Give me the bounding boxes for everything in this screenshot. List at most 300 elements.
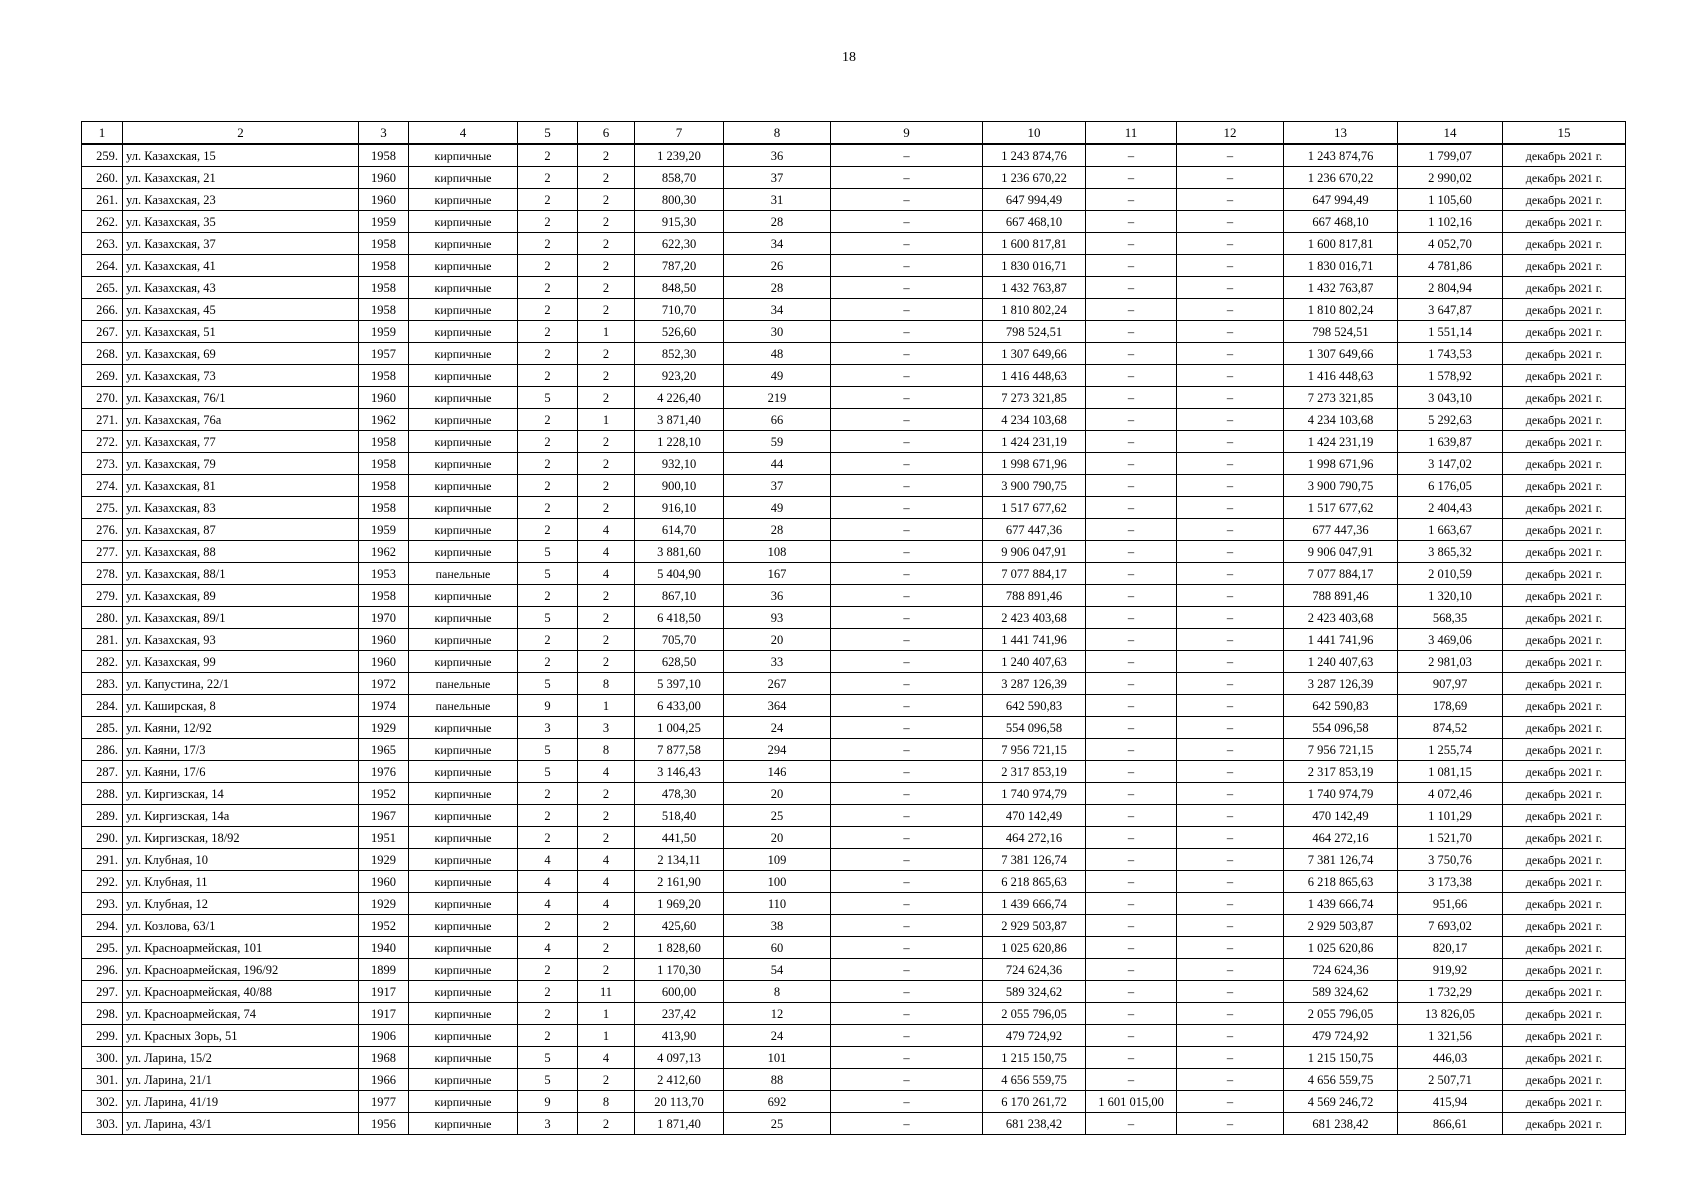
deadline-cell: декабрь 2021 г. bbox=[1503, 541, 1626, 563]
column-12-cell: – bbox=[1177, 475, 1284, 497]
column-10-cell: 2 929 503,87 bbox=[983, 915, 1086, 937]
wall-material-cell: кирпичные bbox=[409, 541, 518, 563]
column-header: 7 bbox=[635, 122, 724, 145]
deadline-cell: декабрь 2021 г. bbox=[1503, 321, 1626, 343]
wall-material-cell: кирпичные bbox=[409, 607, 518, 629]
wall-material-cell: кирпичные bbox=[409, 144, 518, 167]
floors-cell: 5 bbox=[518, 1069, 578, 1091]
entrances-cell: 2 bbox=[578, 629, 635, 651]
column-9-cell: – bbox=[831, 893, 983, 915]
address-cell: ул. Клубная, 12 bbox=[123, 893, 359, 915]
column-9-cell: – bbox=[831, 1113, 983, 1135]
column-13-cell: 1 240 407,63 bbox=[1284, 651, 1398, 673]
area-cell: 425,60 bbox=[635, 915, 724, 937]
area-cell: 710,70 bbox=[635, 299, 724, 321]
column-14-cell: 2 507,71 bbox=[1398, 1069, 1503, 1091]
residents-cell: 26 bbox=[724, 255, 831, 277]
deadline-cell: декабрь 2021 г. bbox=[1503, 717, 1626, 739]
column-14-cell: 3 647,87 bbox=[1398, 299, 1503, 321]
deadline-cell: декабрь 2021 г. bbox=[1503, 563, 1626, 585]
column-10-cell: 6 170 261,72 bbox=[983, 1091, 1086, 1113]
year-cell: 1958 bbox=[359, 255, 409, 277]
wall-material-cell: кирпичные bbox=[409, 651, 518, 673]
entrances-cell: 2 bbox=[578, 805, 635, 827]
residents-cell: 219 bbox=[724, 387, 831, 409]
row-number-cell: 262. bbox=[82, 211, 123, 233]
column-14-cell: 5 292,63 bbox=[1398, 409, 1503, 431]
column-13-cell: 681 238,42 bbox=[1284, 1113, 1398, 1135]
row-number-cell: 267. bbox=[82, 321, 123, 343]
column-13-cell: 1 416 448,63 bbox=[1284, 365, 1398, 387]
residents-cell: 25 bbox=[724, 1113, 831, 1135]
area-cell: 4 097,13 bbox=[635, 1047, 724, 1069]
column-11-cell: – bbox=[1086, 1069, 1177, 1091]
table-row bbox=[82, 475, 1626, 497]
entrances-cell: 2 bbox=[578, 607, 635, 629]
row-number-cell: 295. bbox=[82, 937, 123, 959]
area-cell: 932,10 bbox=[635, 453, 724, 475]
wall-material-cell: кирпичные bbox=[409, 431, 518, 453]
entrances-cell: 2 bbox=[578, 475, 635, 497]
column-14-cell: 1 743,53 bbox=[1398, 343, 1503, 365]
column-12-cell: – bbox=[1177, 541, 1284, 563]
floors-cell: 5 bbox=[518, 1047, 578, 1069]
address-cell: ул. Казахская, 41 bbox=[123, 255, 359, 277]
column-14-cell: 568,35 bbox=[1398, 607, 1503, 629]
entrances-cell: 2 bbox=[578, 959, 635, 981]
residents-cell: 38 bbox=[724, 915, 831, 937]
column-9-cell: – bbox=[831, 321, 983, 343]
deadline-cell: декабрь 2021 г. bbox=[1503, 211, 1626, 233]
address-cell: ул. Капустина, 22/1 bbox=[123, 673, 359, 695]
column-14-cell: 1 732,29 bbox=[1398, 981, 1503, 1003]
address-cell: ул. Ларина, 41/19 bbox=[123, 1091, 359, 1113]
wall-material-cell: кирпичные bbox=[409, 717, 518, 739]
column-header: 14 bbox=[1398, 122, 1503, 145]
residents-cell: 167 bbox=[724, 563, 831, 585]
column-9-cell: – bbox=[831, 343, 983, 365]
table-row bbox=[82, 299, 1626, 321]
column-9-cell: – bbox=[831, 497, 983, 519]
year-cell: 1974 bbox=[359, 695, 409, 717]
column-14-cell: 1 663,67 bbox=[1398, 519, 1503, 541]
address-cell: ул. Каяни, 17/6 bbox=[123, 761, 359, 783]
floors-cell: 2 bbox=[518, 211, 578, 233]
column-9-cell: – bbox=[831, 409, 983, 431]
year-cell: 1952 bbox=[359, 783, 409, 805]
column-9-cell: – bbox=[831, 365, 983, 387]
year-cell: 1958 bbox=[359, 453, 409, 475]
column-9-cell: – bbox=[831, 255, 983, 277]
column-12-cell: – bbox=[1177, 827, 1284, 849]
residents-cell: 20 bbox=[724, 783, 831, 805]
deadline-cell: декабрь 2021 г. bbox=[1503, 277, 1626, 299]
column-9-cell: – bbox=[831, 233, 983, 255]
table-row bbox=[82, 563, 1626, 585]
residents-cell: 54 bbox=[724, 959, 831, 981]
residents-cell: 8 bbox=[724, 981, 831, 1003]
column-9-cell: – bbox=[831, 519, 983, 541]
column-header: 9 bbox=[831, 122, 983, 145]
column-13-cell: 1 830 016,71 bbox=[1284, 255, 1398, 277]
column-14-cell: 3 147,02 bbox=[1398, 453, 1503, 475]
column-10-cell: 9 906 047,91 bbox=[983, 541, 1086, 563]
column-12-cell: – bbox=[1177, 453, 1284, 475]
wall-material-cell: кирпичные bbox=[409, 475, 518, 497]
deadline-cell: декабрь 2021 г. bbox=[1503, 453, 1626, 475]
column-13-cell: 554 096,58 bbox=[1284, 717, 1398, 739]
column-10-cell: 589 324,62 bbox=[983, 981, 1086, 1003]
column-10-cell: 1 600 817,81 bbox=[983, 233, 1086, 255]
column-11-cell: – bbox=[1086, 144, 1177, 167]
column-13-cell: 1 810 802,24 bbox=[1284, 299, 1398, 321]
column-11-cell: – bbox=[1086, 563, 1177, 585]
column-14-cell: 3 043,10 bbox=[1398, 387, 1503, 409]
floors-cell: 2 bbox=[518, 981, 578, 1003]
column-11-cell: – bbox=[1086, 761, 1177, 783]
register-body bbox=[82, 144, 1626, 1135]
address-cell: ул. Казахская, 81 bbox=[123, 475, 359, 497]
column-10-cell: 681 238,42 bbox=[983, 1113, 1086, 1135]
area-cell: 923,20 bbox=[635, 365, 724, 387]
residents-cell: 12 bbox=[724, 1003, 831, 1025]
column-12-cell: – bbox=[1177, 1047, 1284, 1069]
column-9-cell: – bbox=[831, 695, 983, 717]
deadline-cell: декабрь 2021 г. bbox=[1503, 1047, 1626, 1069]
table-row bbox=[82, 211, 1626, 233]
address-cell: ул. Казахская, 43 bbox=[123, 277, 359, 299]
floors-cell: 2 bbox=[518, 475, 578, 497]
column-13-cell: 1 307 649,66 bbox=[1284, 343, 1398, 365]
column-10-cell: 1 240 407,63 bbox=[983, 651, 1086, 673]
year-cell: 1956 bbox=[359, 1113, 409, 1135]
wall-material-cell: кирпичные bbox=[409, 233, 518, 255]
residents-cell: 28 bbox=[724, 277, 831, 299]
column-13-cell: 1 441 741,96 bbox=[1284, 629, 1398, 651]
column-12-cell: – bbox=[1177, 343, 1284, 365]
column-13-cell: 7 273 321,85 bbox=[1284, 387, 1398, 409]
year-cell: 1959 bbox=[359, 321, 409, 343]
row-number-cell: 288. bbox=[82, 783, 123, 805]
column-11-cell: – bbox=[1086, 365, 1177, 387]
area-cell: 705,70 bbox=[635, 629, 724, 651]
table-row bbox=[82, 1069, 1626, 1091]
table-row bbox=[82, 695, 1626, 717]
column-10-cell: 2 317 853,19 bbox=[983, 761, 1086, 783]
entrances-cell: 8 bbox=[578, 1091, 635, 1113]
area-cell: 413,90 bbox=[635, 1025, 724, 1047]
address-cell: ул. Киргизская, 18/92 bbox=[123, 827, 359, 849]
column-9-cell: – bbox=[831, 387, 983, 409]
wall-material-cell: кирпичные bbox=[409, 849, 518, 871]
column-14-cell: 178,69 bbox=[1398, 695, 1503, 717]
table-row bbox=[82, 1003, 1626, 1025]
column-11-cell: – bbox=[1086, 343, 1177, 365]
entrances-cell: 2 bbox=[578, 1113, 635, 1135]
residents-cell: 59 bbox=[724, 431, 831, 453]
table-row bbox=[82, 519, 1626, 541]
year-cell: 1958 bbox=[359, 431, 409, 453]
year-cell: 1960 bbox=[359, 651, 409, 673]
row-number-cell: 261. bbox=[82, 189, 123, 211]
address-cell: ул. Казахская, 35 bbox=[123, 211, 359, 233]
address-cell: ул. Казахская, 79 bbox=[123, 453, 359, 475]
column-14-cell: 415,94 bbox=[1398, 1091, 1503, 1113]
column-9-cell: – bbox=[831, 783, 983, 805]
column-12-cell: – bbox=[1177, 1113, 1284, 1135]
column-12-cell: – bbox=[1177, 277, 1284, 299]
residents-cell: 36 bbox=[724, 144, 831, 167]
column-10-cell: 470 142,49 bbox=[983, 805, 1086, 827]
column-9-cell: – bbox=[831, 1003, 983, 1025]
table-row bbox=[82, 233, 1626, 255]
floors-cell: 9 bbox=[518, 1091, 578, 1113]
area-cell: 915,30 bbox=[635, 211, 724, 233]
column-14-cell: 6 176,05 bbox=[1398, 475, 1503, 497]
address-cell: ул. Казахская, 23 bbox=[123, 189, 359, 211]
deadline-cell: декабрь 2021 г. bbox=[1503, 233, 1626, 255]
column-10-cell: 1 830 016,71 bbox=[983, 255, 1086, 277]
address-cell: ул. Ларина, 15/2 bbox=[123, 1047, 359, 1069]
entrances-cell: 2 bbox=[578, 497, 635, 519]
column-12-cell: – bbox=[1177, 959, 1284, 981]
year-cell: 1960 bbox=[359, 871, 409, 893]
row-number-cell: 285. bbox=[82, 717, 123, 739]
entrances-cell: 4 bbox=[578, 871, 635, 893]
floors-cell: 2 bbox=[518, 783, 578, 805]
column-14-cell: 1 081,15 bbox=[1398, 761, 1503, 783]
floors-cell: 2 bbox=[518, 805, 578, 827]
entrances-cell: 4 bbox=[578, 541, 635, 563]
year-cell: 1899 bbox=[359, 959, 409, 981]
floors-cell: 2 bbox=[518, 321, 578, 343]
row-number-cell: 271. bbox=[82, 409, 123, 431]
column-10-cell: 788 891,46 bbox=[983, 585, 1086, 607]
year-cell: 1958 bbox=[359, 497, 409, 519]
column-11-cell: – bbox=[1086, 893, 1177, 915]
deadline-cell: декабрь 2021 г. bbox=[1503, 1069, 1626, 1091]
entrances-cell: 1 bbox=[578, 1025, 635, 1047]
column-12-cell: – bbox=[1177, 673, 1284, 695]
year-cell: 1958 bbox=[359, 585, 409, 607]
residents-cell: 93 bbox=[724, 607, 831, 629]
column-13-cell: 1 025 620,86 bbox=[1284, 937, 1398, 959]
deadline-cell: декабрь 2021 г. bbox=[1503, 871, 1626, 893]
address-cell: ул. Казахская, 77 bbox=[123, 431, 359, 453]
column-14-cell: 1 578,92 bbox=[1398, 365, 1503, 387]
entrances-cell: 2 bbox=[578, 585, 635, 607]
column-11-cell: – bbox=[1086, 1025, 1177, 1047]
wall-material-cell: кирпичные bbox=[409, 255, 518, 277]
address-cell: ул. Киргизская, 14 bbox=[123, 783, 359, 805]
address-cell: ул. Казахская, 89 bbox=[123, 585, 359, 607]
row-number-cell: 276. bbox=[82, 519, 123, 541]
area-cell: 787,20 bbox=[635, 255, 724, 277]
column-11-cell: – bbox=[1086, 321, 1177, 343]
year-cell: 1951 bbox=[359, 827, 409, 849]
row-number-cell: 297. bbox=[82, 981, 123, 1003]
year-cell: 1970 bbox=[359, 607, 409, 629]
floors-cell: 5 bbox=[518, 739, 578, 761]
row-number-cell: 264. bbox=[82, 255, 123, 277]
address-cell: ул. Казахская, 15 bbox=[123, 144, 359, 167]
floors-cell: 3 bbox=[518, 1113, 578, 1135]
column-12-cell: – bbox=[1177, 431, 1284, 453]
table-row bbox=[82, 387, 1626, 409]
wall-material-cell: кирпичные bbox=[409, 959, 518, 981]
year-cell: 1960 bbox=[359, 189, 409, 211]
area-cell: 1 828,60 bbox=[635, 937, 724, 959]
floors-cell: 5 bbox=[518, 563, 578, 585]
entrances-cell: 2 bbox=[578, 299, 635, 321]
column-14-cell: 7 693,02 bbox=[1398, 915, 1503, 937]
wall-material-cell: панельные bbox=[409, 695, 518, 717]
table-row bbox=[82, 871, 1626, 893]
column-12-cell: – bbox=[1177, 629, 1284, 651]
column-14-cell: 1 799,07 bbox=[1398, 144, 1503, 167]
column-header: 5 bbox=[518, 122, 578, 145]
column-14-cell: 2 404,43 bbox=[1398, 497, 1503, 519]
column-14-cell: 4 052,70 bbox=[1398, 233, 1503, 255]
column-10-cell: 1 441 741,96 bbox=[983, 629, 1086, 651]
table-row bbox=[82, 409, 1626, 431]
floors-cell: 2 bbox=[518, 343, 578, 365]
area-cell: 1 239,20 bbox=[635, 144, 724, 167]
entrances-cell: 1 bbox=[578, 409, 635, 431]
floors-cell: 2 bbox=[518, 1003, 578, 1025]
column-14-cell: 3 750,76 bbox=[1398, 849, 1503, 871]
column-9-cell: – bbox=[831, 475, 983, 497]
row-number-cell: 270. bbox=[82, 387, 123, 409]
column-11-cell: – bbox=[1086, 1113, 1177, 1135]
residents-cell: 34 bbox=[724, 299, 831, 321]
row-number-cell: 300. bbox=[82, 1047, 123, 1069]
column-10-cell: 7 956 721,15 bbox=[983, 739, 1086, 761]
floors-cell: 2 bbox=[518, 431, 578, 453]
column-10-cell: 4 656 559,75 bbox=[983, 1069, 1086, 1091]
entrances-cell: 2 bbox=[578, 651, 635, 673]
table-row bbox=[82, 959, 1626, 981]
area-cell: 1 004,25 bbox=[635, 717, 724, 739]
column-12-cell: – bbox=[1177, 717, 1284, 739]
wall-material-cell: кирпичные bbox=[409, 1091, 518, 1113]
column-9-cell: – bbox=[831, 937, 983, 959]
entrances-cell: 2 bbox=[578, 915, 635, 937]
column-14-cell: 874,52 bbox=[1398, 717, 1503, 739]
column-14-cell: 919,92 bbox=[1398, 959, 1503, 981]
wall-material-cell: кирпичные bbox=[409, 343, 518, 365]
column-11-cell: – bbox=[1086, 211, 1177, 233]
wall-material-cell: кирпичные bbox=[409, 871, 518, 893]
floors-cell: 2 bbox=[518, 915, 578, 937]
column-13-cell: 470 142,49 bbox=[1284, 805, 1398, 827]
year-cell: 1958 bbox=[359, 233, 409, 255]
row-number-cell: 301. bbox=[82, 1069, 123, 1091]
wall-material-cell: кирпичные bbox=[409, 321, 518, 343]
year-cell: 1960 bbox=[359, 629, 409, 651]
residents-cell: 33 bbox=[724, 651, 831, 673]
column-13-cell: 2 423 403,68 bbox=[1284, 607, 1398, 629]
column-10-cell: 1 424 231,19 bbox=[983, 431, 1086, 453]
table-row bbox=[82, 497, 1626, 519]
residents-cell: 49 bbox=[724, 365, 831, 387]
column-12-cell: – bbox=[1177, 1069, 1284, 1091]
address-cell: ул. Казахская, 88 bbox=[123, 541, 359, 563]
column-12-cell: – bbox=[1177, 585, 1284, 607]
column-10-cell: 1 416 448,63 bbox=[983, 365, 1086, 387]
wall-material-cell: кирпичные bbox=[409, 1025, 518, 1047]
year-cell: 1952 bbox=[359, 915, 409, 937]
column-9-cell: – bbox=[831, 871, 983, 893]
floors-cell: 4 bbox=[518, 871, 578, 893]
table-row bbox=[82, 1025, 1626, 1047]
residents-cell: 100 bbox=[724, 871, 831, 893]
residents-cell: 30 bbox=[724, 321, 831, 343]
column-11-cell: – bbox=[1086, 673, 1177, 695]
column-13-cell: 9 906 047,91 bbox=[1284, 541, 1398, 563]
address-cell: ул. Козлова, 63/1 bbox=[123, 915, 359, 937]
year-cell: 1953 bbox=[359, 563, 409, 585]
column-9-cell: – bbox=[831, 761, 983, 783]
column-10-cell: 677 447,36 bbox=[983, 519, 1086, 541]
entrances-cell: 2 bbox=[578, 431, 635, 453]
area-cell: 478,30 bbox=[635, 783, 724, 805]
column-10-cell: 554 096,58 bbox=[983, 717, 1086, 739]
column-10-cell: 647 994,49 bbox=[983, 189, 1086, 211]
column-header: 6 bbox=[578, 122, 635, 145]
floors-cell: 2 bbox=[518, 585, 578, 607]
entrances-cell: 2 bbox=[578, 365, 635, 387]
column-10-cell: 1 810 802,24 bbox=[983, 299, 1086, 321]
row-number-cell: 273. bbox=[82, 453, 123, 475]
deadline-cell: декабрь 2021 г. bbox=[1503, 519, 1626, 541]
residents-cell: 37 bbox=[724, 475, 831, 497]
table-row bbox=[82, 981, 1626, 1003]
row-number-cell: 277. bbox=[82, 541, 123, 563]
column-10-cell: 798 524,51 bbox=[983, 321, 1086, 343]
floors-cell: 2 bbox=[518, 629, 578, 651]
address-cell: ул. Клубная, 10 bbox=[123, 849, 359, 871]
residents-cell: 20 bbox=[724, 629, 831, 651]
column-10-cell: 2 055 796,05 bbox=[983, 1003, 1086, 1025]
column-12-cell: – bbox=[1177, 519, 1284, 541]
column-14-cell: 820,17 bbox=[1398, 937, 1503, 959]
deadline-cell: декабрь 2021 г. bbox=[1503, 1113, 1626, 1135]
column-10-cell: 1 432 763,87 bbox=[983, 277, 1086, 299]
residents-cell: 28 bbox=[724, 519, 831, 541]
column-10-cell: 464 272,16 bbox=[983, 827, 1086, 849]
wall-material-cell: кирпичные bbox=[409, 783, 518, 805]
table-row bbox=[82, 585, 1626, 607]
wall-material-cell: кирпичные bbox=[409, 827, 518, 849]
residents-cell: 267 bbox=[724, 673, 831, 695]
column-12-cell: – bbox=[1177, 365, 1284, 387]
column-11-cell: – bbox=[1086, 409, 1177, 431]
wall-material-cell: кирпичные bbox=[409, 981, 518, 1003]
wall-material-cell: кирпичные bbox=[409, 167, 518, 189]
deadline-cell: декабрь 2021 г. bbox=[1503, 937, 1626, 959]
address-cell: ул. Казахская, 88/1 bbox=[123, 563, 359, 585]
area-cell: 6 433,00 bbox=[635, 695, 724, 717]
entrances-cell: 2 bbox=[578, 343, 635, 365]
floors-cell: 2 bbox=[518, 189, 578, 211]
table-row bbox=[82, 915, 1626, 937]
address-cell: ул. Казахская, 99 bbox=[123, 651, 359, 673]
entrances-cell: 2 bbox=[578, 211, 635, 233]
column-14-cell: 2 981,03 bbox=[1398, 651, 1503, 673]
table-row bbox=[82, 937, 1626, 959]
deadline-cell: декабрь 2021 г. bbox=[1503, 607, 1626, 629]
